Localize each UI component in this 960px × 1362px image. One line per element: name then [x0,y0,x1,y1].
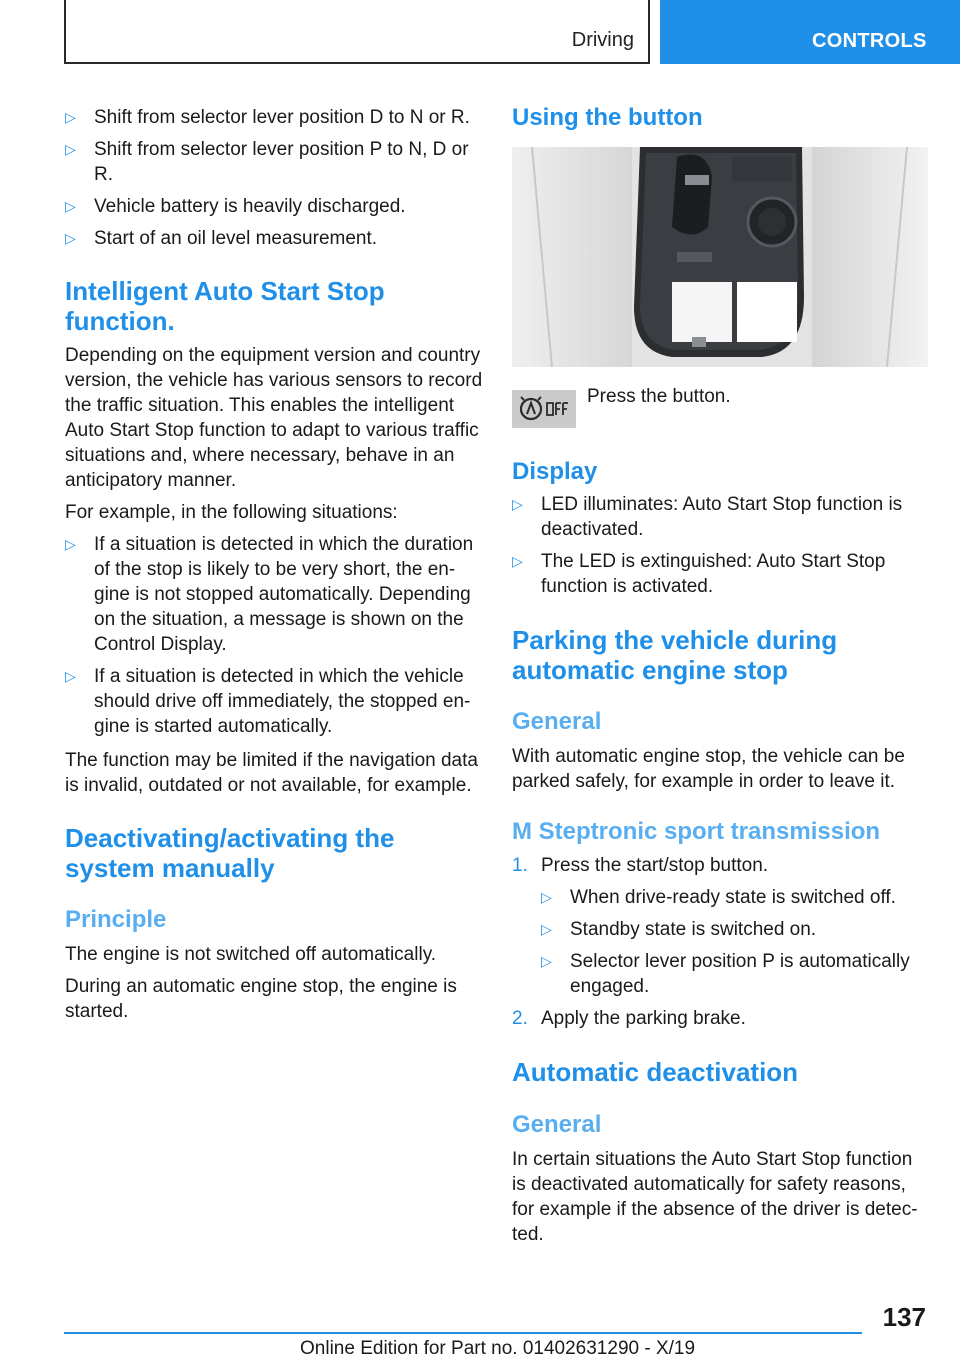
principle-heading: Principle [65,906,167,933]
intelligent-paragraph: Depending on the equipment version and country version, the vehicle has various sensors to record the traffic situation. This enables the intelligent Auto Start Stop function to adapt to various traffic situations and, where necessary, behave in an anticipatory manner. [65,345,483,491]
example-list [65,532,483,746]
list-item: ▷ Start of an oil level measurement. [65,226,483,251]
list-item: ▷ LED illuminates: Auto Start Stop function is deactivated. [512,492,930,542]
example-intro: For example, in the following situations: [65,502,398,523]
section-label: Driving [571,29,634,51]
press-button-text: Press the button. [587,386,731,407]
step-number: 1. [512,855,528,876]
using-button-heading: Using the button [512,104,703,131]
general-paragraph-2: In certain situations the Auto Start Stop function is deactivated automatically for safety reasons, for example if the absence of the driver is detected. [512,1149,918,1245]
general-paragraph: With automatic engine stop, the vehicle can be parked safely, for example in order to leave it. [512,746,905,792]
list-item: ▷ When drive-ready state is switched off. [541,885,930,910]
list-item: ▷ The LED is extinguished: Auto Start Stop function is activated. [512,549,930,599]
chapter-tab [660,0,960,64]
step-item [512,1006,930,1031]
step-item [512,853,930,999]
parking-heading: Parking the vehicle during automatic engine stop [512,625,838,685]
display-heading: Display [512,458,598,485]
deactivating-heading: Deactivating/activating the system manually [65,823,395,883]
list-item: ▷ If a situation is detected in which the vehicle should drive off immediately, the stopped engine is started automatically. [65,664,483,739]
list-item: ▷ Shift from selector lever position P to N, D or R. [65,137,483,187]
center-console-illustration [512,147,928,367]
page-number: 137 [882,1302,926,1332]
list-item: ▷ If a situation is detected in which the duration of the stop is likely to be very short, the engine is not stopped automatically. Depending on the situation, a message is shown on the Control Display. [65,532,483,657]
intelligent-heading: Intelligent Auto Start Stop function. [65,276,385,336]
step-text: Apply the parking brake. [541,1008,746,1029]
edition-text: Online Edition for Part no. 01402631290 - X/19 [300,1338,696,1359]
step-sub-list [541,885,930,999]
principle-paragraph-2: During an automatic engine stop, the engine is started. [65,976,457,1022]
general-heading: General [512,708,602,735]
center-console-photo [512,147,928,367]
steps-list [512,853,930,1038]
step-number: 2. [512,1008,528,1029]
limited-paragraph: The function may be limited if the navigation data is invalid, outdated or not available, for example. [65,750,478,796]
list-item: ▷ Standby state is switched on. [541,917,930,942]
list-item: ▷ Selector lever position P is automatically engaged. [541,949,930,999]
general-heading-2: General [512,1111,602,1138]
principle-paragraph-1: The engine is not switched off automatically. [65,944,437,965]
automatic-deactivation-heading: Automatic deactivation [512,1057,799,1087]
chapter-tab-label: CONTROLS [812,30,927,52]
m-steptronic-heading: M Steptronic sport transmission [512,818,881,845]
list-item: ▷ Shift from selector lever position D to N or R. [65,105,483,130]
auto-start-stop-off-button-icon [512,390,576,428]
step-text: Press the start/stop button. [541,855,769,876]
header-frame [64,0,650,64]
list-item: ▷ Vehicle battery is heavily discharged. [65,194,483,219]
display-list [512,492,930,606]
start-conditions-list [65,105,483,258]
auto-start-stop-symbol-icon [512,390,576,428]
footer-divider [64,1332,862,1334]
